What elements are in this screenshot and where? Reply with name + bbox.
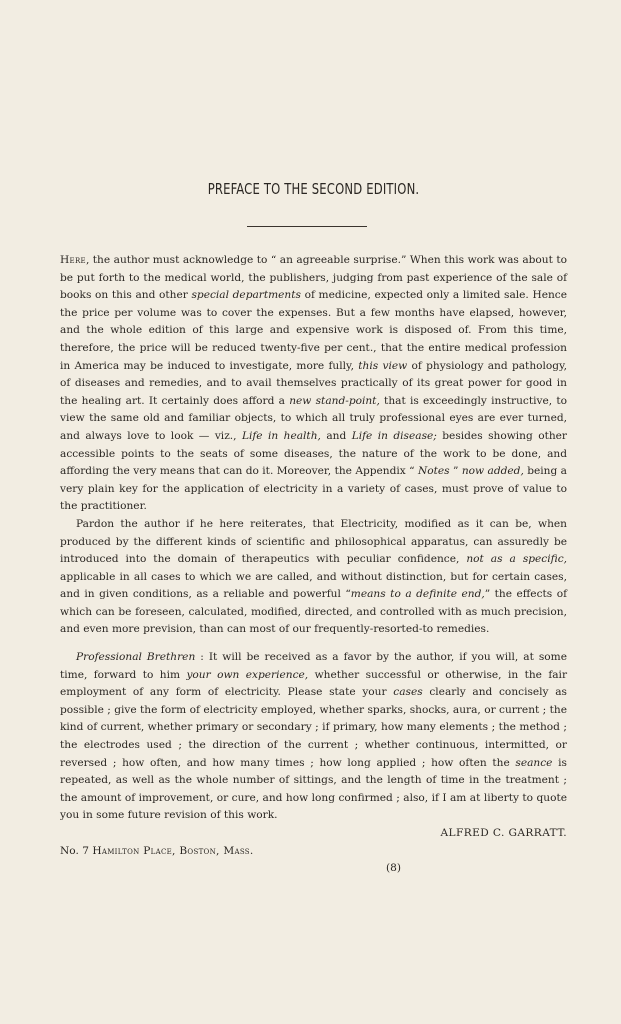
page-number: (8) xyxy=(385,862,401,875)
text-run: besides showing other accessible points to the seats of some diseases, the nature of the work to be done, and affording the very means that can do it. Moreover, the Appendix “ xyxy=(60,429,567,478)
italic-run: Notes xyxy=(418,465,450,478)
address-number: No. 7 xyxy=(60,844,93,857)
italic-run: special departments xyxy=(191,289,301,302)
page-title: PREFACE TO THE SECOND EDITION. xyxy=(207,180,420,198)
text-run: clearly and concisely as possible ; give the form of electricity employed, whether sparks, shocks, aura, or current ; the kind of current, whether primary or secondary ; if primary, how many elements ; the method ; the electrodes used ; the direction of the current ; whether continuous, intermitted, or reversed ; how often, and how many times ; how long applied ; how often the xyxy=(60,686,567,769)
italic-run: your own experience, xyxy=(186,668,309,681)
text-run: ” the effects of which can be foreseen, calculated, modified, directed, and controlled with as much precision, and even more prevision, than can most of our frequently-resorted-to remedies. xyxy=(60,588,567,636)
italic-run: cases xyxy=(393,686,423,699)
text-run: , the author must acknowledge to “ an agreeable surprise.” When this work was about to be put forth to the medical world, the publishers, judging from past experience of the sale of books on this and other xyxy=(60,254,567,302)
author-signature: ALFRED C. GARRATT. xyxy=(440,827,567,839)
text-run: applicable in all cases to which we are called, and without distinction, but for certain cases, and in given conditions, as a reliable and powerful “ xyxy=(60,570,567,601)
italic-run: not as a specific, xyxy=(466,553,567,566)
text-run: Pardon the author if he here reiterates, that Electricity, modified as it can be, when produced by the different kinds of scientific and philosophical apparatus, can assuredly be introduced into the domain of therapeutics with peculiar confidence, xyxy=(60,517,567,566)
italic-run: new stand-point, xyxy=(289,394,380,407)
text-run: ” xyxy=(449,465,462,478)
text-run: and xyxy=(320,429,352,442)
paragraph-1 xyxy=(60,252,567,516)
italic-run: now added, xyxy=(461,465,524,478)
title-rule xyxy=(247,226,367,227)
italic-run: Life in disease; xyxy=(351,429,437,442)
text-run: of medicine, expected only a limited sale. Hence the price per volume was to cover the expenses. But a few months have elapsed, however, and the whole edition of this large and expensive work is disposed of. From this time, therefore, the price will be reduced twenty-five per cent., that the entire medical profession in America may be induced to investigate, more fully, xyxy=(60,289,567,372)
italic-run: means to a definite end, xyxy=(350,588,485,601)
italic-run: seance xyxy=(515,756,553,769)
text-run: that is exceedingly instructive, to view the same old and familiar objects, to which all truly professional eyes are ever turned, and always love to look — viz., xyxy=(60,394,567,442)
paragraph-3 xyxy=(60,649,567,825)
lead-word: Here xyxy=(60,254,86,266)
italic-run: Life in health, xyxy=(241,429,321,442)
preface-body xyxy=(60,252,567,878)
italic-run: Professional Brethren xyxy=(76,651,196,664)
text-run: being a very plain key for the application of electricity in a variety of cases, must prove of value to the practitioner. xyxy=(60,465,567,513)
text-run: : It will be received as a favor by the author, if you will, at some time, forward to him xyxy=(60,651,567,681)
text-run: is repeated, as well as the whole number of sittings, and the length of time in the treatment ; the amount of improvement, or cure, and how long confirmed ; also, if I am at liberty to quote you in some future revision of this work. xyxy=(60,756,567,822)
paragraph-gap xyxy=(60,639,567,649)
paragraph-2 xyxy=(60,516,567,639)
text-run: of physiology and pathology, of diseases and remedies, and to avail themselves practically of its great power for good in the healing art. It certainly does afford a xyxy=(60,359,568,407)
address-place: Hamilton Place, Boston, Mass. xyxy=(92,844,254,857)
text-run: whether successful or otherwise, in the fair employment of any form of electricity. Please state your xyxy=(60,668,568,699)
italic-run: this view xyxy=(358,359,408,372)
author-address xyxy=(60,843,567,861)
